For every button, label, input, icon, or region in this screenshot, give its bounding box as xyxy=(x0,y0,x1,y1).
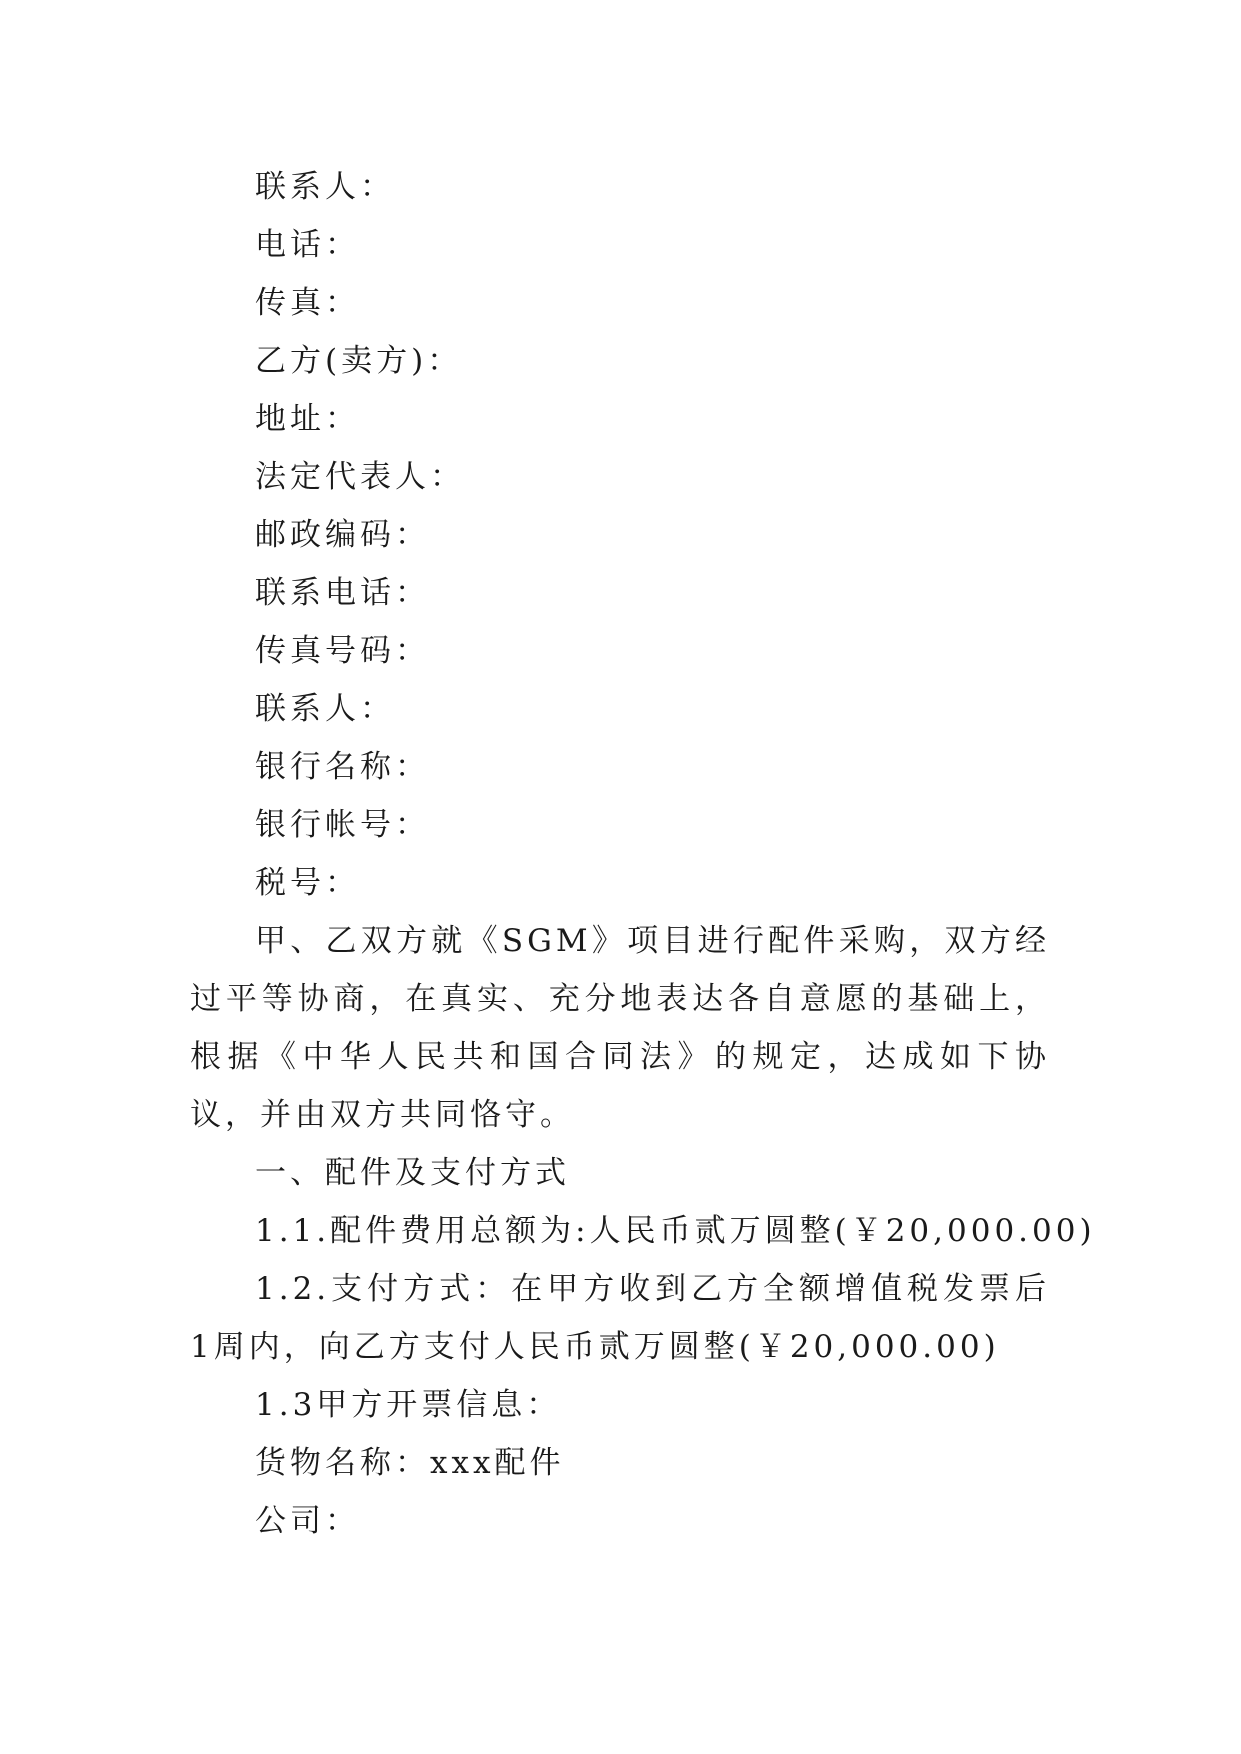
party-b-bank-account-field: 银行帐号： xyxy=(255,807,430,843)
section-1-heading: 一、配件及支付方式 xyxy=(255,1155,570,1191)
document-body xyxy=(190,158,1096,1550)
party-b-address-field: 地址： xyxy=(255,401,360,437)
party-b-postal-code-field: 邮政编码： xyxy=(255,517,430,553)
party-b-fax-number-field: 传真号码： xyxy=(255,633,430,669)
clause-1-3: 1.3甲方开票信息： xyxy=(255,1387,562,1423)
goods-name-field: 货物名称：xxx配件 xyxy=(255,1445,565,1481)
party-b-contact-phone-field: 联系电话： xyxy=(255,575,430,611)
buyer-contact-person-field: 联系人： xyxy=(255,169,395,205)
party-b-contact-person-field: 联系人： xyxy=(255,691,395,727)
company-field: 公司： xyxy=(255,1503,360,1539)
party-b-legal-representative-field: 法定代表人： xyxy=(255,459,465,495)
preamble-paragraph: 甲、乙双方就《SGM》项目进行配件采购，双方经过平等协商，在真实、充分地表达各自意愿的基础上，根据《中华人民共和国合同法》的规定，达成如下协议，并由双方共同恪守。 xyxy=(190,923,1050,1133)
clause-1-1: 1.1.配件费用总额为:人民币贰万圆整(￥20,000.00) xyxy=(255,1213,1096,1249)
party-b-title: 乙方(卖方)： xyxy=(255,343,463,379)
party-b-bank-name-field: 银行名称： xyxy=(255,749,430,785)
clause-1-2: 1.2.支付方式：在甲方收到乙方全额增值税发票后1周内，向乙方支付人民币贰万圆整(￥20,000.00) xyxy=(190,1271,1050,1365)
buyer-phone-field: 电话： xyxy=(255,227,360,263)
party-b-tax-id-field: 税号： xyxy=(255,865,360,901)
buyer-fax-field: 传真： xyxy=(255,285,360,321)
